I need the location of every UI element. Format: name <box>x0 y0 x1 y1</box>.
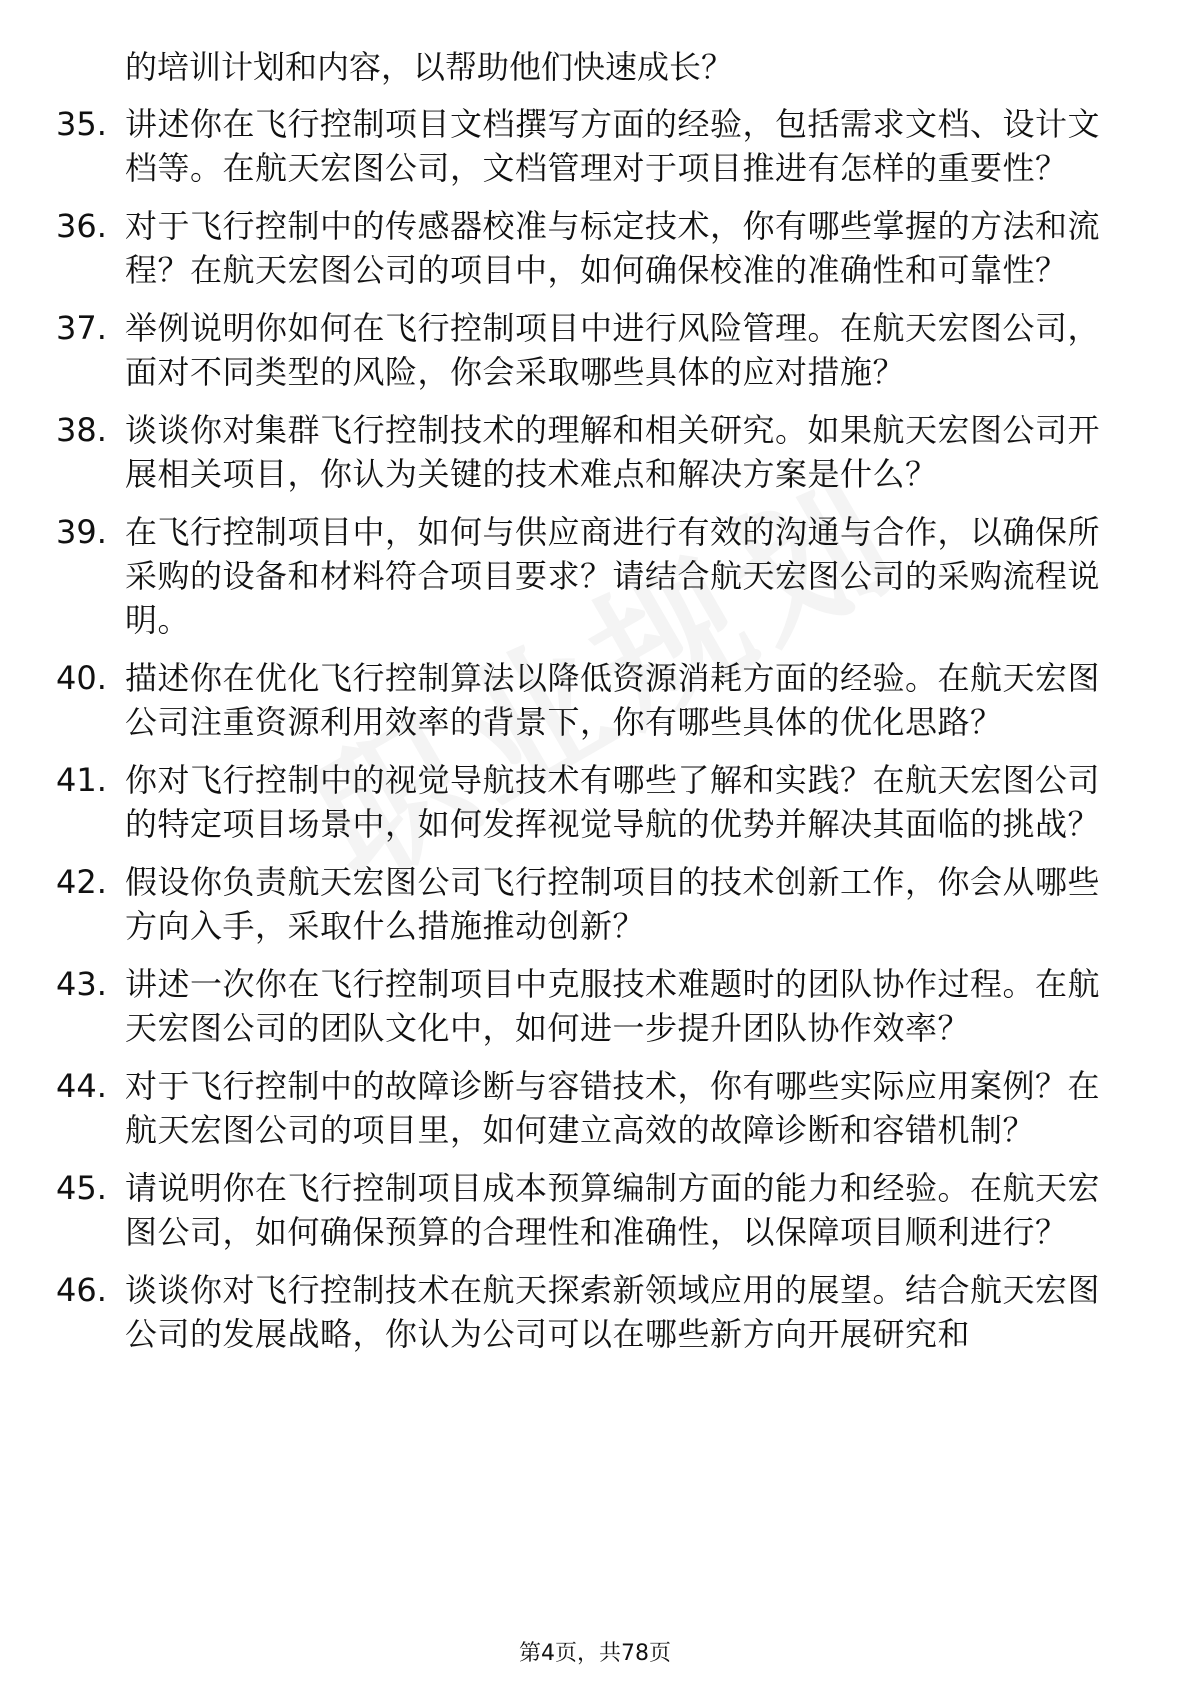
question-item <box>0 306 1190 394</box>
question-text: 举例说明你如何在飞行控制项目中进行风险管理。在航天宏图公司，面对不同类型的风险，你会采取哪些具体的应对措施？ <box>125 309 1101 391</box>
question-number: 42. <box>56 863 107 901</box>
question-list <box>0 102 1190 1370</box>
question-item <box>0 102 1190 190</box>
page-footer: 第4页，共78页 <box>519 1641 671 1666</box>
question-item <box>0 860 1190 948</box>
question-number: 40. <box>56 659 107 697</box>
question-text: 讲述一次你在飞行控制项目中克服技术难题时的团队协作过程。在航天宏图公司的团队文化中，如何进一步提升团队协作效率？ <box>125 965 1101 1047</box>
question-text: 假设你负责航天宏图公司飞行控制项目的技术创新工作，你会从哪些方向入手，采取什么措施推动创新？ <box>125 863 1101 945</box>
question-number: 43. <box>56 965 107 1003</box>
question-item <box>0 656 1190 744</box>
question-item <box>0 1064 1190 1152</box>
question-text: 谈谈你对集群飞行控制技术的理解和相关研究。如果航天宏图公司开展相关项目，你认为关键的技术难点和解决方案是什么？ <box>125 411 1101 493</box>
question-text: 谈谈你对飞行控制技术在航天探索新领域应用的展望。结合航天宏图公司的发展战略，你认为公司可以在哪些新方向开展研究和 <box>125 1271 1101 1353</box>
question-item <box>0 510 1190 642</box>
question-item <box>0 1166 1190 1254</box>
question-text: 在飞行控制项目中，如何与供应商进行有效的沟通与合作，以确保所采购的设备和材料符合项目要求？请结合航天宏图公司的采购流程说明。 <box>125 513 1101 639</box>
question-number: 46. <box>56 1271 107 1309</box>
question-item <box>0 758 1190 846</box>
question-number: 36. <box>56 207 107 245</box>
continuation-text: 的培训计划和内容，以帮助他们快速成长？ <box>125 48 734 86</box>
question-text: 描述你在优化飞行控制算法以降低资源消耗方面的经验。在航天宏图公司注重资源利用效率的背景下，你有哪些具体的优化思路？ <box>125 659 1101 741</box>
question-number: 38. <box>56 411 107 449</box>
question-item <box>0 1268 1190 1356</box>
question-number: 44. <box>56 1067 107 1105</box>
question-number: 45. <box>56 1169 107 1207</box>
question-number: 37. <box>56 309 107 347</box>
question-text: 你对飞行控制中的视觉导航技术有哪些了解和实践？在航天宏图公司的特定项目场景中，如何发挥视觉导航的优势并解决其面临的挑战？ <box>125 761 1101 843</box>
question-item <box>0 962 1190 1050</box>
question-number: 35. <box>56 105 107 143</box>
question-item <box>0 204 1190 292</box>
question-item <box>0 408 1190 496</box>
question-text: 请说明你在飞行控制项目成本预算编制方面的能力和经验。在航天宏图公司，如何确保预算的合理性和准确性，以保障项目顺利进行？ <box>125 1169 1101 1251</box>
question-number: 41. <box>56 761 107 799</box>
question-text: 讲述你在飞行控制项目文档撰写方面的经验，包括需求文档、设计文档等。在航天宏图公司，文档管理对于项目推进有怎样的重要性？ <box>125 105 1101 187</box>
question-text: 对于飞行控制中的传感器校准与标定技术，你有哪些掌握的方法和流程？在航天宏图公司的项目中，如何确保校准的准确性和可靠性？ <box>125 207 1101 289</box>
question-number: 39. <box>56 513 107 551</box>
question-text: 对于飞行控制中的故障诊断与容错技术，你有哪些实际应用案例？在航天宏图公司的项目里，如何建立高效的故障诊断和容错机制？ <box>125 1067 1101 1149</box>
